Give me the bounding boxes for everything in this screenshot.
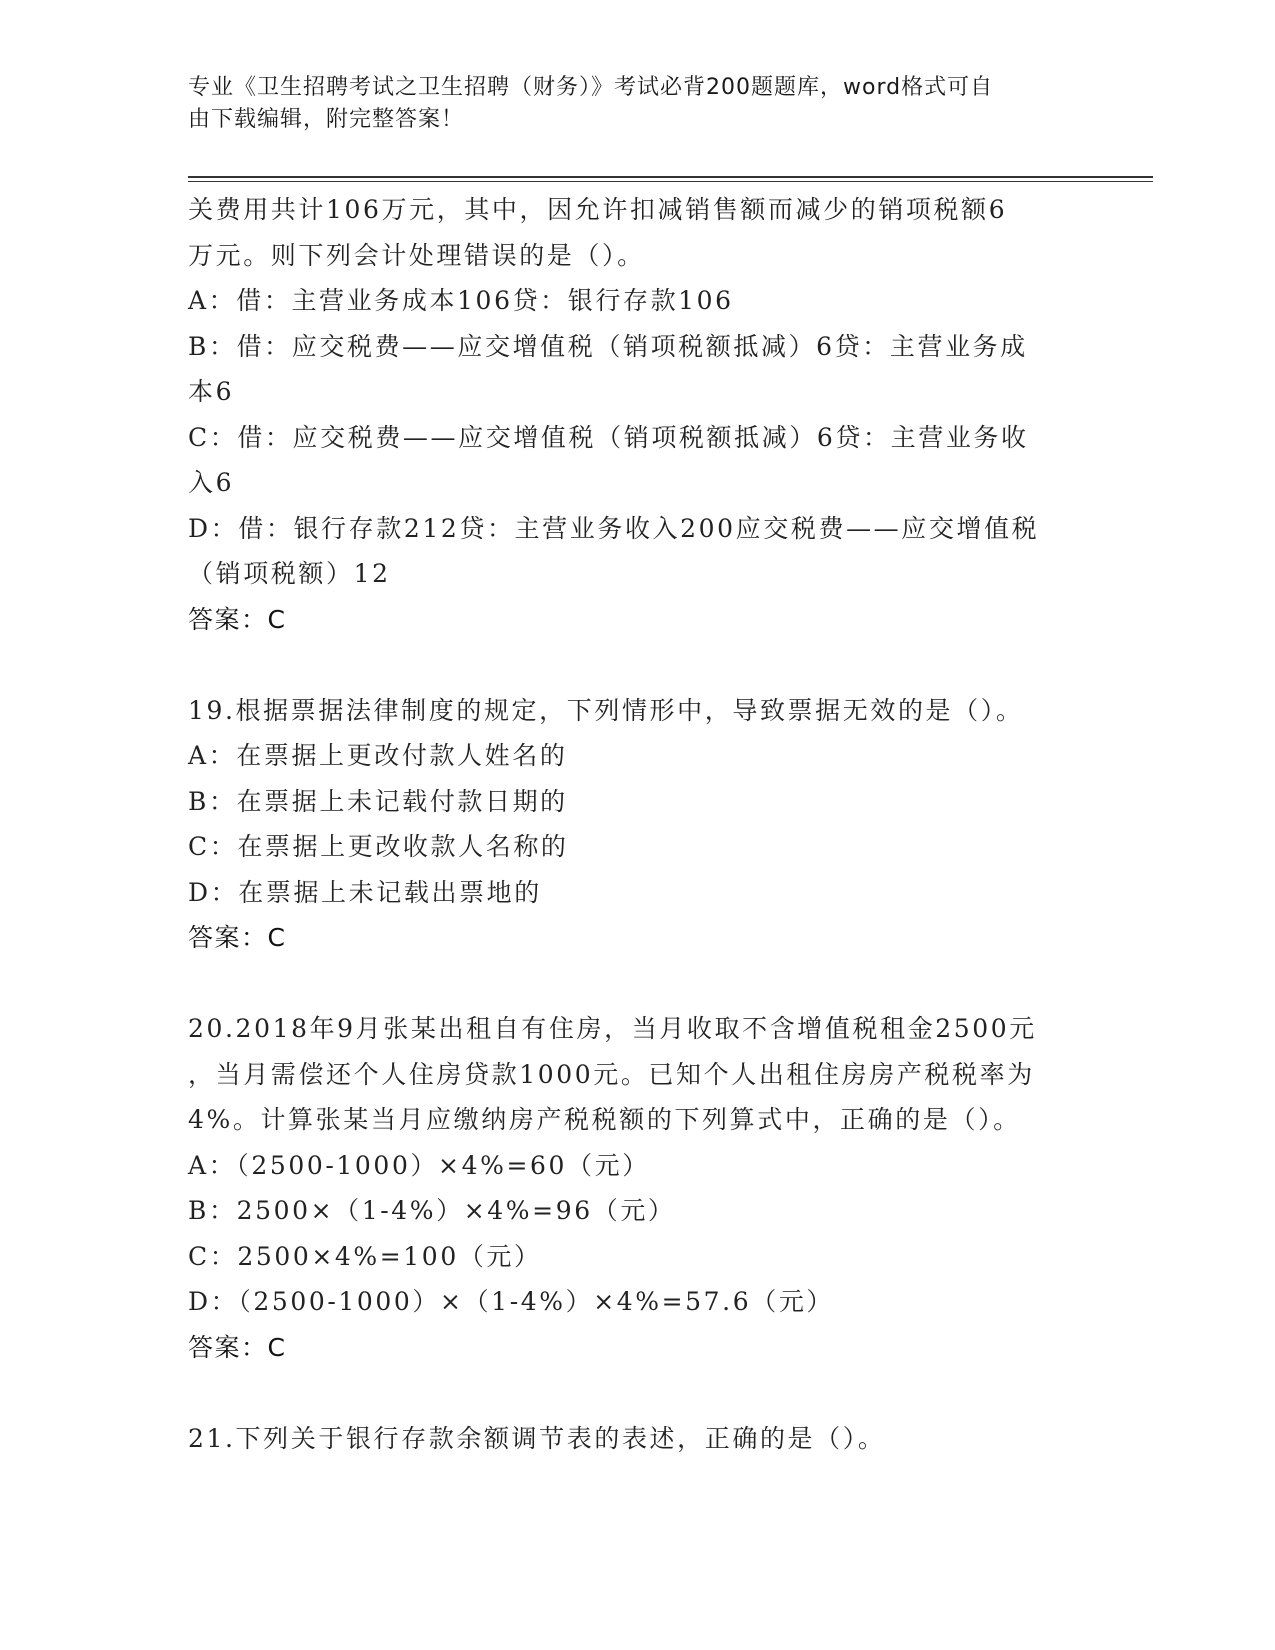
question-text: 21.下列关于银行存款余额调节表的表述，正确的是（）。 [188,1423,886,1453]
header-title-line-2: 由下载编辑，附完整答案！ [188,107,465,132]
option-d: D：（2500-1000）×（1-4%）×4%=57.6（元） [188,1287,835,1316]
answer-label: 答案：C [188,1332,287,1362]
question-content [188,187,1078,1461]
option-d: D：在票据上未记载出票地的 [188,877,542,907]
question-text: 关费用共计106万元，其中，因允许扣减销售额而减少的销项税额6 [188,195,1008,224]
question-20-block [188,1006,1078,1370]
option-b: B：在票据上未记载付款日期的 [188,786,568,816]
answer-label: 答案：C [188,604,287,634]
question-text: 4%。计算张某当月应缴纳房产税税额的下列算式中，正确的是（）。 [188,1105,1021,1134]
question-19-block [188,688,1078,961]
question-text: 20.2018年9月张某出租自有住房，当月收取不含增值税租金2500元 [188,1014,1037,1043]
option-c: C：2500×4%=100（元） [188,1241,542,1271]
spacer [188,642,1078,688]
option-b: B：2500×（1-4%）×4%=96（元） [188,1196,676,1225]
option-c: C：在票据上更改收款人名称的 [188,832,569,861]
option-d-continued: （销项税额）12 [188,559,391,588]
spacer [188,1370,1078,1416]
option-c-continued: 入6 [188,468,235,497]
question-text: 19.根据票据法律制度的规定，下列情形中，导致票据无效的是（）。 [188,695,1024,725]
header-divider-thin [188,181,1153,182]
header-divider-thick [188,176,1153,178]
option-b: B：借：应交税费——应交增值税（销项税额抵减）6贷：主营业务成 [188,331,1028,361]
document-header [188,72,1068,136]
question-text: 万元。则下列会计处理错误的是（）。 [188,240,645,270]
option-a: A：在票据上更改付款人姓名的 [188,741,568,770]
option-c: C：借：应交税费——应交增值税（销项税额抵减）6贷：主营业务收 [188,422,1029,452]
header-title-line-1: 专业《卫生招聘考试之卫生招聘（财务）》考试必背200题题库，word格式可自 [188,75,994,100]
option-a: A：借：主营业务成本106贷：银行存款106 [188,286,734,315]
spacer [188,961,1078,1007]
question-text: ，当月需偿还个人住房贷款1000元。已知个人出租住房房产税税率为 [188,1059,1035,1089]
option-d: D：借：银行存款212贷：主营业务收入200应交税费——应交增值税 [188,513,1040,543]
answer-label: 答案：C [188,923,287,952]
question-18-block [188,187,1078,642]
question-21-block [188,1416,1078,1462]
option-b-continued: 本6 [188,377,235,406]
option-a: A：（2500-1000）×4%=60（元） [188,1150,650,1180]
